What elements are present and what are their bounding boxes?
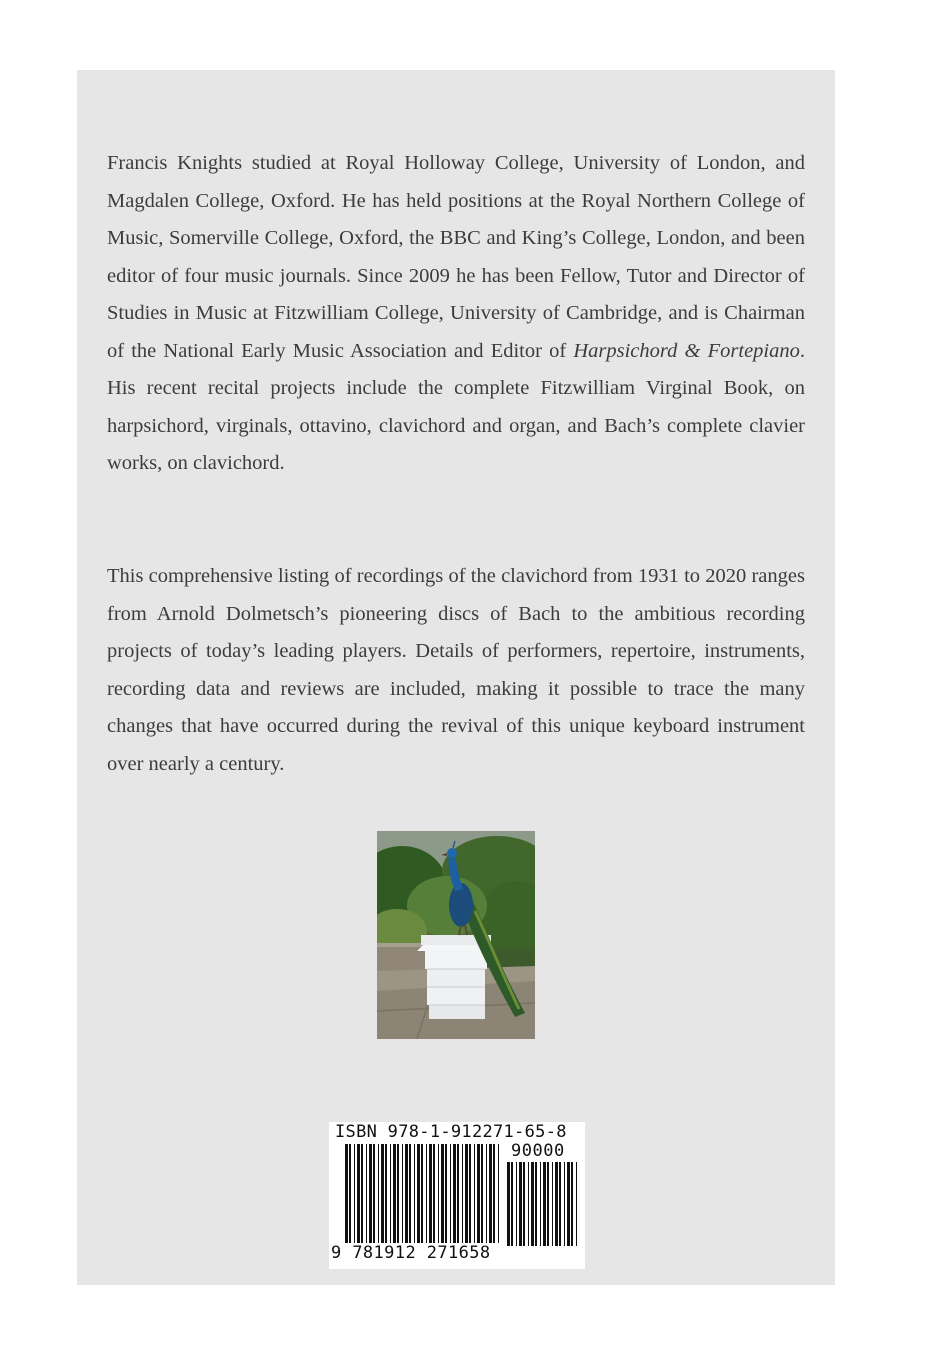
peacock-photo — [377, 831, 535, 1039]
author-bio — [107, 145, 805, 483]
author-bio-text-2: . His recent recital projects include the complete Fitzwilliam Virginal Book, on harpsichord, virginals, ottavino, clavichord and organ, and Bach’s complete clavier works, on clavichord. — [107, 339, 805, 474]
isbn-barcode — [329, 1122, 585, 1269]
isbn-label: ISBN 978-1-912271-65-8 — [335, 1122, 567, 1142]
ean-digits: 9 781912 271658 — [331, 1243, 501, 1263]
back-cover — [77, 70, 835, 1285]
journal-title: Harpsichord & Fortepiano — [573, 339, 800, 362]
addon-barcode-bars — [507, 1162, 579, 1256]
ean-barcode-bars — [345, 1144, 503, 1256]
book-blurb: This comprehensive listing of recordings of the clavichord from 1931 to 2020 ranges from Arnold Dolmetsch’s pioneering discs of Bach to the ambitious recording projects of today’s leading players. Details of performers, repertoire, instruments, recording data and reviews are included, making it possible to trace the many changes that have occurred during the revival of this unique keyboard instrument over nearly a century. — [107, 565, 805, 775]
author-bio-text-1: Francis Knights studied at Royal Holloway College, University of London, and Magdalen College, Oxford. He has held positions at the Royal Northern College of Music, Somerville College, Oxford, the BBC and King’s College, London, and been editor of four music journals. Since 2009 he has been Fellow, Tutor and Director of Studies in Music at Fitzwilliam College, University of Cambridge, and is Chairman of the National Early Music Association and Editor of — [107, 152, 805, 362]
price-code: 90000 — [511, 1141, 565, 1161]
